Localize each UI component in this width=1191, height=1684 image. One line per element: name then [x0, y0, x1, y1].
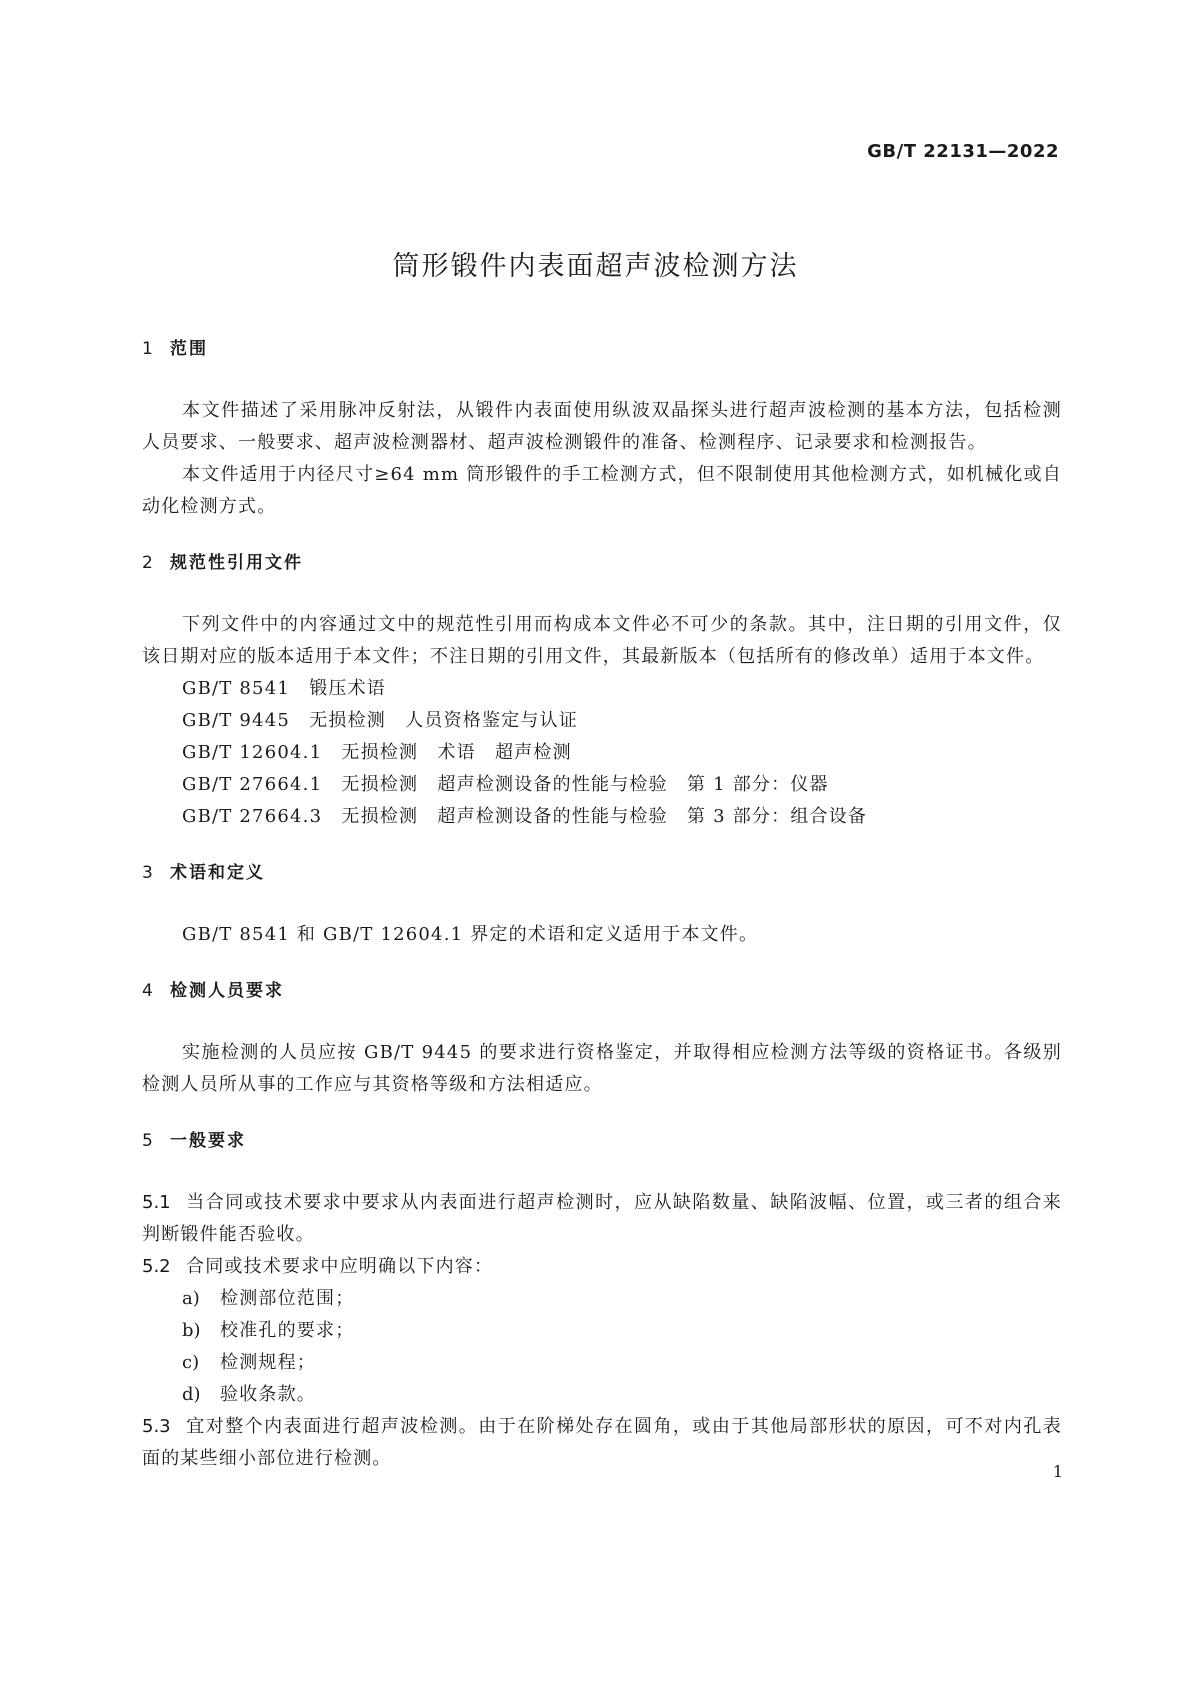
- section-heading-personnel: [142, 978, 1062, 1004]
- section-heading-general: [142, 1128, 1062, 1154]
- section-title: 术语和定义: [170, 863, 265, 883]
- reference-item: GB/T 8541 锻压术语: [182, 678, 387, 699]
- section-number: 5: [142, 1131, 153, 1151]
- reference-list: [142, 673, 1062, 833]
- section-title: 规范性引用文件: [170, 553, 303, 573]
- paragraph: 下列文件中的内容通过文中的规范性引用而构成本文件必不可少的条款。其中，注日期的引用文件，仅该日期对应的版本适用于本文件；不注日期的引用文件，其最新版本（包括所有的修改单）适用于本文件。: [142, 614, 1062, 667]
- clause-text: 合同或技术要求中应明确以下内容：: [186, 1256, 494, 1277]
- list-item-text: 校准孔的要求；: [220, 1320, 355, 1341]
- clause-5-1: [142, 1187, 1062, 1251]
- reference-item: GB/T 27664.3 无损检测 超声检测设备的性能与检验 第 3 部分：组合设备: [182, 806, 868, 827]
- section-heading-scope: [142, 336, 1062, 362]
- reference-item: GB/T 27664.1 无损检测 超声检测设备的性能与检验 第 1 部分：仪器: [182, 774, 829, 795]
- reference-item: GB/T 12604.1 无损检测 术语 超声检测: [182, 742, 572, 763]
- list-item: [142, 1315, 1062, 1347]
- clause-5-2: [142, 1251, 1062, 1283]
- clause-text: 当合同或技术要求中要求从内表面进行超声检测时，应从缺陷数量、缺陷波幅、位置，或三者的组合来判断锻件能否验收。: [142, 1192, 1062, 1245]
- paragraph: 实施检测的人员应按 GB/T 9445 的要求进行资格鉴定，并取得相应检测方法等级的资格证书。各级别检测人员所从事的工作应与其资格等级和方法相适应。: [142, 1042, 1062, 1095]
- standard-number: GB/T 22131—2022: [867, 141, 1059, 162]
- page-number: 1: [1052, 1462, 1063, 1481]
- clause-number: 5.3: [142, 1416, 171, 1437]
- list-item: [142, 1347, 1062, 1379]
- document-body: [142, 336, 1062, 1475]
- section-heading-normative-references: [142, 550, 1062, 576]
- clause-number: 5.2: [142, 1256, 171, 1277]
- list-item: [142, 1283, 1062, 1315]
- clause-5-3: [142, 1411, 1062, 1475]
- list-item-label: d): [182, 1384, 201, 1405]
- list-item-text: 验收条款。: [220, 1384, 316, 1405]
- document-title: 筒形锻件内表面超声波检测方法: [392, 251, 799, 282]
- list-item-text: 检测部位范围；: [220, 1288, 355, 1309]
- section-number: 1: [142, 339, 153, 359]
- paragraph: 本文件描述了采用脉冲反射法，从锻件内表面使用纵波双晶探头进行超声波检测的基本方法，包括检测人员要求、一般要求、超声波检测器材、超声波检测锻件的准备、检测程序、记录要求和检测报告。: [142, 400, 1062, 453]
- paragraph: 本文件适用于内径尺寸≥64 mm 筒形锻件的手工检测方式，但不限制使用其他检测方式，如机械化或自动化检测方式。: [142, 464, 1062, 517]
- reference-item: GB/T 9445 无损检测 人员资格鉴定与认证: [182, 710, 579, 731]
- section-number: 3: [142, 863, 153, 883]
- clause-number: 5.1: [142, 1192, 171, 1213]
- section-number: 2: [142, 553, 153, 573]
- list-item-label: a): [182, 1288, 200, 1309]
- section-heading-terms: [142, 860, 1062, 886]
- list-item-text: 检测规程；: [220, 1352, 316, 1373]
- paragraph: GB/T 8541 和 GB/T 12604.1 界定的术语和定义适用于本文件。: [182, 924, 759, 945]
- section-title: 范围: [170, 339, 208, 359]
- section-title: 检测人员要求: [170, 981, 284, 1001]
- list-item: [142, 1379, 1062, 1411]
- clause-text: 宜对整个内表面进行超声波检测。由于在阶梯处存在圆角，或由于其他局部形状的原因，可不对内孔表面的某些细小部位进行检测。: [142, 1416, 1062, 1469]
- list-item-label: c): [182, 1352, 200, 1373]
- section-number: 4: [142, 981, 153, 1001]
- list-item-label: b): [182, 1320, 201, 1341]
- section-title: 一般要求: [170, 1131, 246, 1151]
